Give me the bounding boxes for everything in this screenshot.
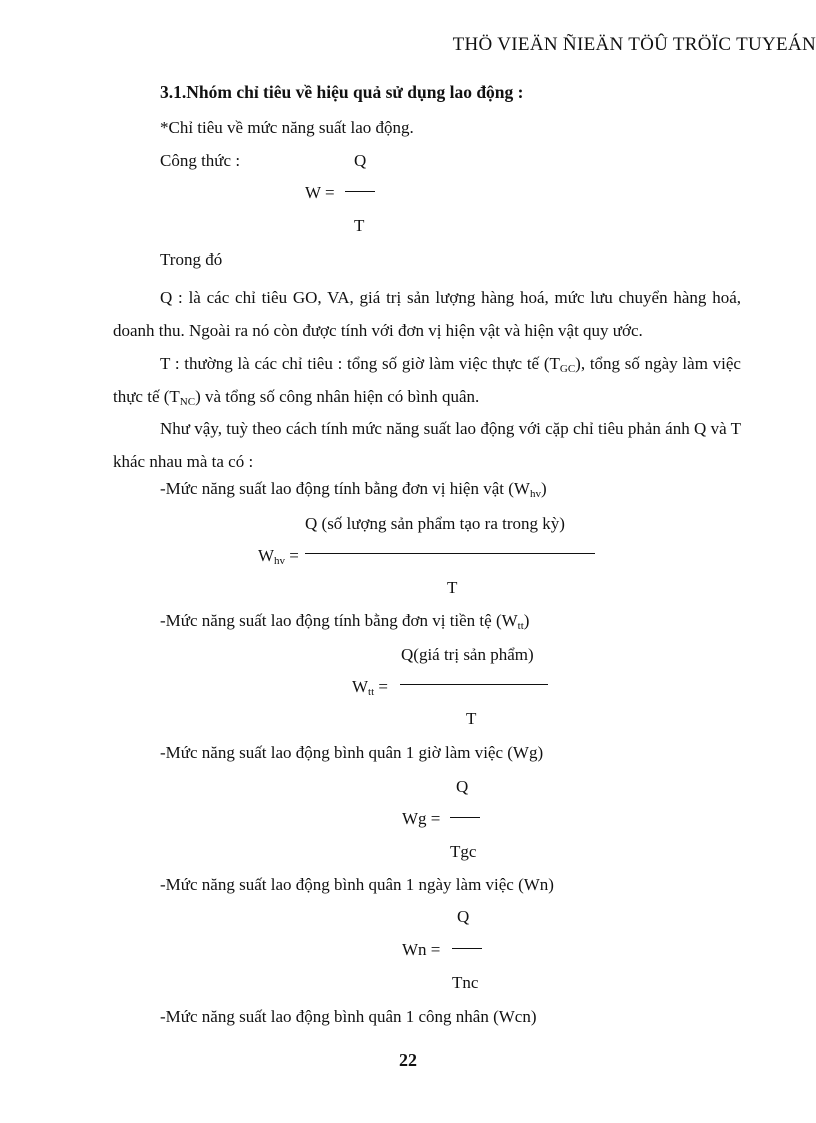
formula-wg-lhs: Wg = [402, 809, 441, 828]
q-definition: Q : là các chỉ tiêu GO, VA, giá trị sản lượng hàng hoá, mức lưu chuyển hàng hoá, doanh thu. Ngoài ra nó còn được tính với đơn vị hiện vật và hiện vật quy ước. [113, 288, 741, 340]
page-header: THÖ VIEÄN ÑIEÄN TÖÛ TRÖÏC TUYEÁN [452, 34, 816, 55]
nhu-vay-paragraph: Như vậy, tuỳ theo cách tính mức năng suất lao động với cặp chỉ tiêu phản ánh Q và T khác nhau mà ta có : [113, 419, 741, 471]
formula-hv-lhs: $W_{hv}$ = [258, 546, 299, 567]
formula-wn-fraction-bar [452, 948, 482, 949]
formula-label: Công thức : [160, 151, 241, 170]
formula-hv-fraction-bar [305, 553, 595, 554]
formula-tt-denominator: T [466, 709, 477, 728]
formula-tt-numerator: Q(giá trị sản phẩm) [401, 645, 534, 664]
item-wg: -Mức năng suất lao động bình quân 1 giờ làm việc (Wg) [160, 743, 544, 762]
formula-1-denominator: T [354, 216, 365, 235]
formula-tt-fraction-bar [400, 684, 548, 685]
formula-wg-numerator: Q [456, 777, 469, 796]
formula-hv-numerator: Q (số lượng sản phẩm tạo ra trong kỳ) [305, 514, 565, 533]
formula-hv-denominator: T [447, 578, 458, 597]
t-definition: T : thường là các chỉ tiêu : tổng số giờ làm việc thực tế $(T_{GC})$, tổng số ngày làm việc thực tế $(T_{NC})$ và tổng số công nhân hiện có bình quân. [113, 354, 741, 408]
intro-line: *Chỉ tiêu về mức năng suất lao động. [160, 118, 414, 137]
formula-wn-lhs: Wn = [402, 940, 441, 959]
item-wn: -Mức năng suất lao động bình quân 1 ngày làm việc (Wn) [160, 875, 554, 894]
formula-wg-denominator: Tgc [450, 842, 477, 861]
trong-do-label: Trong đó [160, 250, 223, 269]
formula-1-numerator: Q [354, 151, 367, 170]
formula-wg-fraction-bar [450, 817, 480, 818]
formula-tt-lhs: $W_{tt}$ = [352, 677, 389, 698]
page-number: 22 [399, 1050, 417, 1070]
item-tien-te: -Mức năng suất lao động tính bằng đơn vị tiền tệ $(W_{tt})$ [160, 611, 530, 632]
section-title: 3.1.Nhóm chỉ tiêu về hiệu quả sử dụng lao động : [160, 82, 524, 102]
formula-wn-numerator: Q [457, 907, 470, 926]
formula-wn-denominator: Tnc [452, 973, 479, 992]
formula-1-fraction-bar [345, 191, 375, 192]
item-hien-vat: -Mức năng suất lao động tính bằng đơn vị hiện vật $(W_{hv})$ [160, 479, 547, 500]
formula-1-lhs: W = [305, 183, 335, 202]
item-wcn: -Mức năng suất lao động bình quân 1 công nhân (Wcn) [160, 1007, 537, 1026]
